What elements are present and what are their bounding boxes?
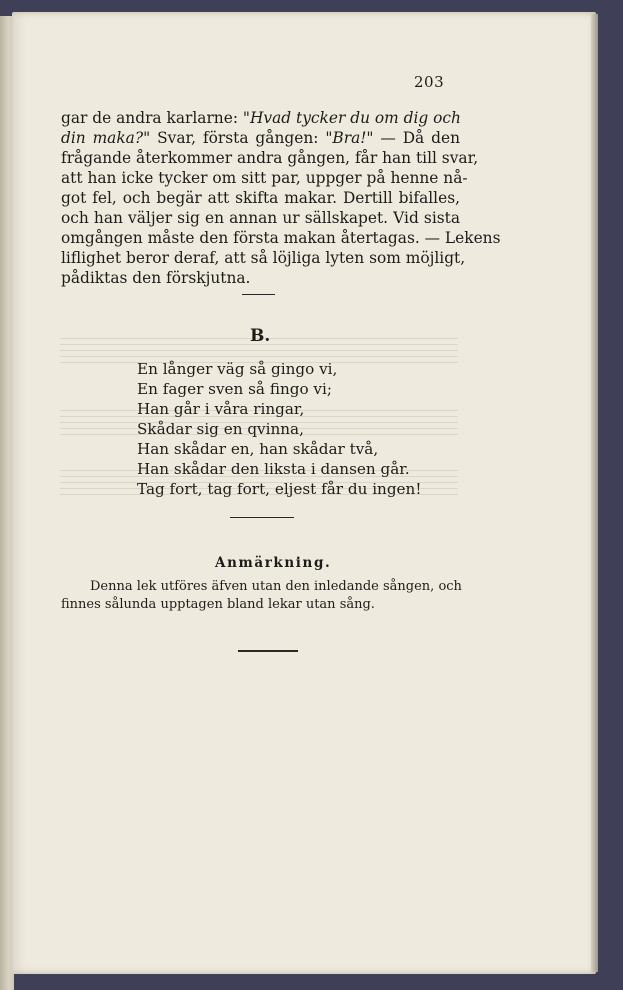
page-number: 203 bbox=[414, 73, 445, 91]
verse-line: Tag fort, tag fort, eljest får du ingen! bbox=[137, 480, 422, 498]
verse-line: Skådar sig en qvinna, bbox=[137, 420, 304, 438]
remark-heading: Anmärkning. bbox=[215, 555, 332, 571]
paragraph-line: och han väljer sig en annan ur sällskapet. Vid sista bbox=[61, 209, 460, 227]
verse-line: Han skådar den liksta i dansen går. bbox=[137, 460, 410, 478]
paragraph-line: att han icke tycker om sitt par, uppger på henne nå- bbox=[61, 169, 468, 187]
verse-line: En fager sven så fingo vi; bbox=[137, 380, 332, 398]
paragraph-line: pådiktas den förskjutna. bbox=[61, 269, 251, 287]
paragraph-line: din maka?" Svar, första gången: "Bra!" — Då den bbox=[61, 129, 460, 147]
paragraph-line: omgången måste den första makan återtagas. — Lekens bbox=[61, 229, 501, 247]
separator-rule bbox=[242, 294, 275, 295]
separator-rule bbox=[230, 517, 294, 518]
verse-line: Han går i våra ringar, bbox=[137, 400, 305, 418]
verse-line: Han skådar en, han skådar två, bbox=[137, 440, 379, 458]
remark-line: Denna lek utföres äfven utan den inledande sången, och bbox=[90, 579, 462, 594]
section-heading: B. bbox=[250, 326, 271, 346]
remark-line: finnes sålunda upptagen bland lekar utan sång. bbox=[61, 597, 375, 612]
paragraph-line: frågande återkommer andra gången, får han till svar, bbox=[61, 149, 479, 167]
verse-line: En långer väg så gingo vi, bbox=[137, 360, 338, 378]
paragraph-line: gar de andra karlarne: "Hvad tycker du om dig och bbox=[61, 109, 461, 127]
paragraph-line: liflighet beror deraf, att så löjliga lyten som möjligt, bbox=[61, 249, 466, 267]
paragraph-line: got fel, och begär att skifta makar. Dertill bifalles, bbox=[61, 189, 460, 207]
page-edge-shadow bbox=[591, 14, 598, 972]
end-rule bbox=[238, 650, 298, 652]
